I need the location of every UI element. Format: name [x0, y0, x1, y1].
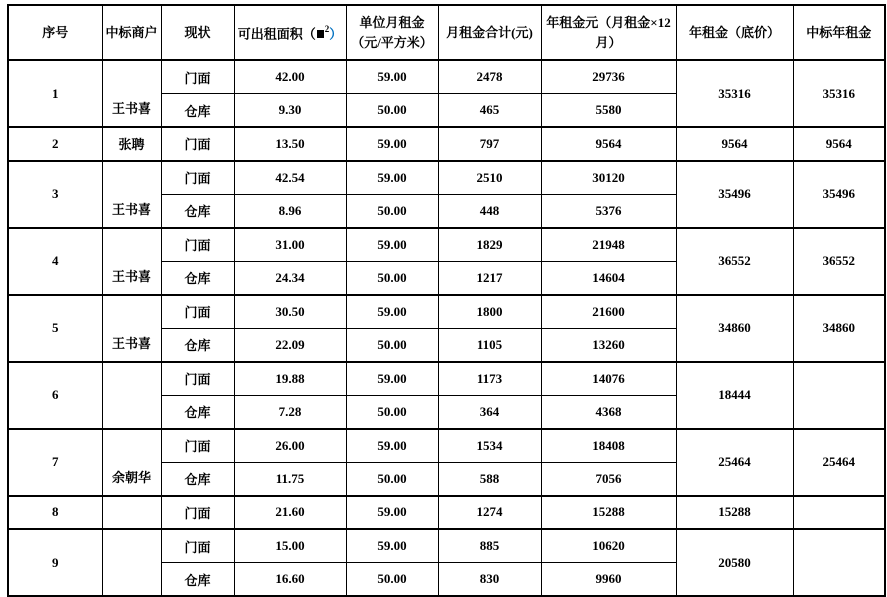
area-cell: 7.28 — [234, 395, 346, 429]
status-cell: 门面 — [161, 429, 234, 463]
row-group-2 — [8, 127, 885, 161]
row-group-7 — [8, 429, 885, 496]
table-row — [8, 496, 885, 530]
monthly-total-cell: 830 — [438, 563, 541, 597]
area-cell: 31.00 — [234, 228, 346, 262]
serial-cell: 7 — [8, 429, 102, 496]
document-page — [7, 4, 886, 597]
status-cell: 仓库 — [161, 94, 234, 128]
row-group-1 — [8, 60, 885, 127]
winning-rent-cell — [793, 529, 885, 596]
winning-rent-cell: 35496 — [793, 161, 885, 228]
annual-rent-cell: 15288 — [541, 496, 676, 530]
col-header-base-price — [676, 5, 793, 60]
col-header-annual-rent — [541, 5, 676, 60]
annual-rent-cell: 14604 — [541, 261, 676, 295]
row-group-8 — [8, 496, 885, 530]
header-label: 年租金（底价） — [688, 24, 780, 40]
annual-rent-cell: 18408 — [541, 429, 676, 463]
table-row — [8, 161, 885, 195]
table-row — [8, 362, 885, 396]
serial-cell: 6 — [8, 362, 102, 429]
annual-rent-cell: 5376 — [541, 194, 676, 228]
header-row — [8, 5, 885, 60]
unit-rent-cell: 59.00 — [346, 127, 438, 161]
annual-rent-cell: 21600 — [541, 295, 676, 329]
area-cell: 9.30 — [234, 94, 346, 128]
monthly-total-cell: 885 — [438, 529, 541, 563]
status-cell: 门面 — [161, 228, 234, 262]
merchant-cell — [102, 529, 161, 596]
serial-cell: 5 — [8, 295, 102, 362]
monthly-total-cell: 588 — [438, 462, 541, 496]
unit-rent-cell: 50.00 — [346, 563, 438, 597]
unit-rent-cell: 50.00 — [346, 261, 438, 295]
monthly-total-cell: 2478 — [438, 60, 541, 94]
area-cell: 26.00 — [234, 429, 346, 463]
col-header-unit-rent — [346, 5, 438, 60]
merchant-cell: 王书喜 — [102, 228, 161, 295]
status-cell: 仓库 — [161, 563, 234, 597]
base-price-cell: 15288 — [676, 496, 793, 530]
merchant-cell: 王书喜 — [102, 60, 161, 127]
table-row — [8, 228, 885, 262]
base-price-cell: 25464 — [676, 429, 793, 496]
col-header-area — [234, 5, 346, 60]
col-header-monthly-total — [438, 5, 541, 60]
winning-rent-cell — [793, 362, 885, 429]
base-price-cell: 34860 — [676, 295, 793, 362]
annual-rent-cell: 21948 — [541, 228, 676, 262]
monthly-total-cell: 465 — [438, 94, 541, 128]
status-cell: 门面 — [161, 529, 234, 563]
unit-rent-cell: 59.00 — [346, 60, 438, 94]
annual-rent-cell: 7056 — [541, 462, 676, 496]
table-row — [8, 529, 885, 563]
area-cell: 16.60 — [234, 563, 346, 597]
header-label: 现状 — [184, 24, 211, 40]
header-label — [235, 20, 346, 44]
unit-rent-cell: 59.00 — [346, 362, 438, 396]
base-price-cell: 36552 — [676, 228, 793, 295]
row-group-6 — [8, 362, 885, 429]
rent-bid-table — [7, 4, 886, 597]
col-header-merchant — [102, 5, 161, 60]
status-cell: 门面 — [161, 127, 234, 161]
merchant-cell — [102, 496, 161, 530]
merchant-cell — [102, 362, 161, 429]
header-label: 月租金合计(元) — [446, 24, 533, 40]
serial-cell: 2 — [8, 127, 102, 161]
monthly-total-cell: 1800 — [438, 295, 541, 329]
merchant-cell: 王书喜 — [102, 295, 161, 362]
area-header-prefix: 可出租面积（ — [237, 26, 316, 42]
serial-cell: 4 — [8, 228, 102, 295]
base-price-cell: 18444 — [676, 362, 793, 429]
merchant-cell: 余朝华 — [102, 429, 161, 496]
monthly-total-cell: 2510 — [438, 161, 541, 195]
unit-rent-cell: 59.00 — [346, 496, 438, 530]
annual-rent-cell: 5580 — [541, 94, 676, 128]
header-label: 序号 — [42, 24, 69, 40]
table-row — [8, 295, 885, 329]
annual-rent-cell: 14076 — [541, 362, 676, 396]
monthly-total-cell: 1274 — [438, 496, 541, 530]
winning-rent-cell: 34860 — [793, 295, 885, 362]
annual-rent-cell: 9564 — [541, 127, 676, 161]
missing-glyph-box — [317, 30, 324, 38]
unit-rent-cell: 59.00 — [346, 161, 438, 195]
status-cell: 门面 — [161, 161, 234, 195]
unit-rent-cell: 50.00 — [346, 94, 438, 128]
table-row — [8, 60, 885, 94]
base-price-cell: 35316 — [676, 60, 793, 127]
winning-rent-cell: 9564 — [793, 127, 885, 161]
status-cell: 仓库 — [161, 261, 234, 295]
unit-rent-cell: 50.00 — [346, 328, 438, 362]
header-label-line2: （元/平方米） — [351, 34, 433, 50]
winning-rent-cell: 35316 — [793, 60, 885, 127]
table-row — [8, 429, 885, 463]
annual-rent-cell: 13260 — [541, 328, 676, 362]
unit-rent-cell: 50.00 — [346, 462, 438, 496]
status-cell: 仓库 — [161, 395, 234, 429]
status-cell: 仓库 — [161, 194, 234, 228]
unit-rent-cell: 59.00 — [346, 295, 438, 329]
annual-rent-cell: 30120 — [541, 161, 676, 195]
header-label-line1: 年租金元（月租金×12 — [546, 14, 671, 30]
area-cell: 42.54 — [234, 161, 346, 195]
annual-rent-cell: 10620 — [541, 529, 676, 563]
serial-cell: 9 — [8, 529, 102, 596]
status-cell: 仓库 — [161, 462, 234, 496]
base-price-cell: 20580 — [676, 529, 793, 596]
row-group-5 — [8, 295, 885, 362]
area-cell: 8.96 — [234, 194, 346, 228]
col-header-serial — [8, 5, 102, 60]
monthly-total-cell: 1829 — [438, 228, 541, 262]
table-header — [8, 5, 885, 60]
monthly-total-cell: 448 — [438, 194, 541, 228]
serial-cell: 8 — [8, 496, 102, 530]
unit-rent-cell: 59.00 — [346, 529, 438, 563]
merchant-cell: 张聘 — [102, 127, 161, 161]
area-cell: 42.00 — [234, 60, 346, 94]
unit-rent-cell: 59.00 — [346, 228, 438, 262]
status-cell: 门面 — [161, 60, 234, 94]
annual-rent-cell: 4368 — [541, 395, 676, 429]
merchant-cell: 王书喜 — [102, 161, 161, 228]
annual-rent-cell: 9960 — [541, 563, 676, 597]
area-cell: 22.09 — [234, 328, 346, 362]
monthly-total-cell: 364 — [438, 395, 541, 429]
base-price-cell: 9564 — [676, 127, 793, 161]
area-cell: 13.50 — [234, 127, 346, 161]
area-cell: 30.50 — [234, 295, 346, 329]
row-group-9 — [8, 529, 885, 596]
row-group-4 — [8, 228, 885, 295]
status-cell: 门面 — [161, 295, 234, 329]
base-price-cell: 35496 — [676, 161, 793, 228]
area-header-close-paren: ） — [329, 26, 343, 42]
winning-rent-cell: 25464 — [793, 429, 885, 496]
header-label: 中标年租金 — [806, 24, 872, 40]
row-group-3 — [8, 161, 885, 228]
header-label-line2: 月） — [595, 34, 622, 50]
monthly-total-cell: 797 — [438, 127, 541, 161]
monthly-total-cell: 1534 — [438, 429, 541, 463]
unit-rent-cell: 59.00 — [346, 429, 438, 463]
status-cell: 门面 — [161, 362, 234, 396]
status-cell: 门面 — [161, 496, 234, 530]
area-cell: 24.34 — [234, 261, 346, 295]
col-header-status — [161, 5, 234, 60]
annual-rent-cell: 29736 — [541, 60, 676, 94]
winning-rent-cell: 36552 — [793, 228, 885, 295]
superscript-two: 2 — [324, 24, 330, 35]
serial-cell: 3 — [8, 161, 102, 228]
status-cell: 仓库 — [161, 328, 234, 362]
header-label: 中标商户 — [105, 24, 158, 40]
monthly-total-cell: 1217 — [438, 261, 541, 295]
serial-cell: 1 — [8, 60, 102, 127]
unit-rent-cell: 50.00 — [346, 395, 438, 429]
unit-rent-cell: 50.00 — [346, 194, 438, 228]
area-cell: 19.88 — [234, 362, 346, 396]
area-cell: 15.00 — [234, 529, 346, 563]
monthly-total-cell: 1173 — [438, 362, 541, 396]
area-cell: 11.75 — [234, 462, 346, 496]
col-header-winning-rent — [793, 5, 885, 60]
winning-rent-cell — [793, 496, 885, 530]
table-row — [8, 127, 885, 161]
monthly-total-cell: 1105 — [438, 328, 541, 362]
area-cell: 21.60 — [234, 496, 346, 530]
header-label-line1: 单位月租金 — [359, 14, 425, 30]
